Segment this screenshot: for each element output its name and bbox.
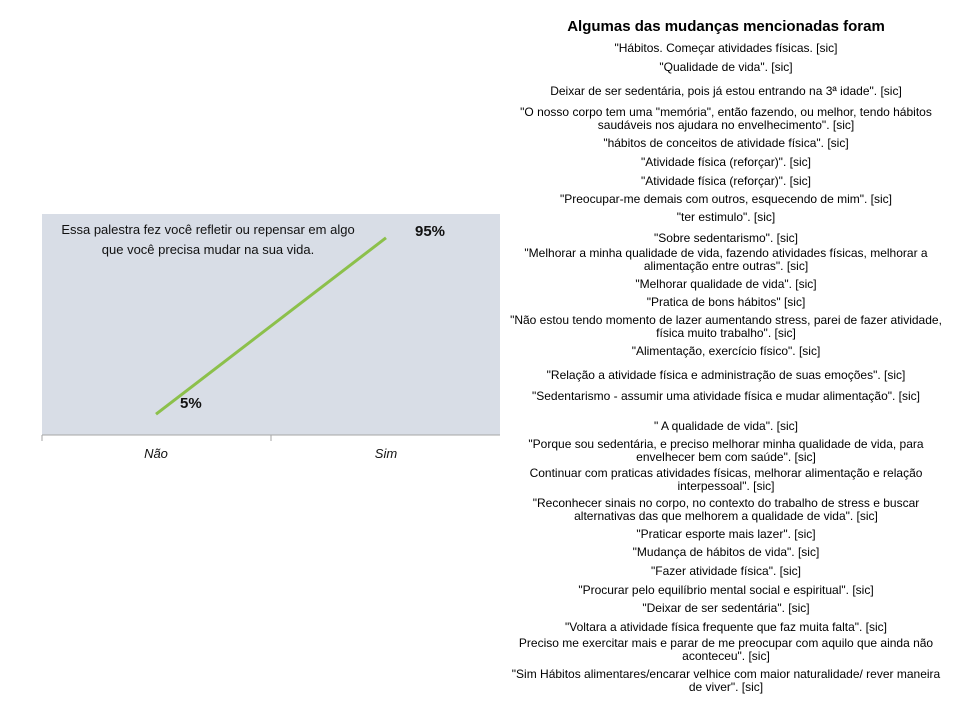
quote-item: "Fazer atividade física". [sic] [651,564,801,578]
quote-item: "Voltara a atividade física frequente que faz muita falta". [sic] [564,620,888,634]
quote-item: "Atividade física (reforçar)". [sic] [641,155,811,169]
quote-item: "ter estimulo". [sic] [676,210,776,224]
quote-item: Continuar com praticas atividades físicas, melhorar alimentação e relação interpessoal". [sic] [529,466,923,493]
quote-item: "Atividade física (reforçar)". [sic] [641,174,811,188]
quote-item: "hábitos de conceitos de atividade física". [sic] [603,136,849,150]
chart-title: Essa palestra fez você refletir ou repensar em algo que você precisa mudar na sua vida. [61,222,355,257]
quote-item: " A qualidade de vida". [sic] [654,419,798,433]
quote-item: "Alimentação, exercício físico". [sic] [631,344,821,358]
quote-item: "Sim Hábitos alimentares/encarar velhice com maior naturalidade/ rever maneira de viver". [sic] [511,667,941,694]
quote-item: "Mudança de hábitos de vida". [sic] [632,545,820,559]
quote-item: "Não estou tendo momento de lazer aumentando stress, parei de fazer atividade, física muito trabalho". [sic] [510,313,942,340]
quote-item: "Deixar de ser sedentária". [sic] [642,601,810,615]
x-tick-label-nao: Não [144,446,168,461]
data-label-sim: 95% [415,222,446,240]
quote-item: "Sobre sedentarismo". [sic] [654,231,798,245]
quote-item: "O nosso corpo tem uma "memória", então fazendo, ou melhor, tendo hábitos saudáveis nos ajudara no envelhecimento". [sic] [520,105,932,132]
quote-item: Deixar de ser sedentária, pois já estou entrando na 3ª idade". [sic] [550,84,902,98]
quote-item: "Procurar pelo equilíbrio mental social e espiritual". [sic] [578,583,874,597]
quote-item: "Melhorar qualidade de vida". [sic] [635,277,817,291]
quote-item: "Qualidade de vida". [sic] [659,60,793,74]
quote-item: "Melhorar a minha qualidade de vida, fazendo atividades físicas, melhorar a alimentação entre outras". [sic] [524,246,928,273]
quote-item: "Pratica de bons hábitos" [sic] [646,295,806,309]
quote-item: "Praticar esporte mais lazer". [sic] [636,527,816,541]
quote-item: "Reconhecer sinais no corpo, no contexto do trabalho de stress e buscar alternativas das que melhorem a qualidade de vida". [sic] [532,496,920,523]
quotes-heading: Algumas das mudanças mencionadas foram [567,18,885,35]
quote-item: "Preocupar-me demais com outros, esquecendo de mim". [sic] [560,192,892,206]
x-tick-label-sim: Sim [374,446,398,461]
quote-item: Preciso me exercitar mais e parar de me preocupar com aquilo que ainda não aconteceu". [sic] [518,636,934,663]
quote-item: "Porque sou sedentária, e preciso melhorar minha qualidade de vida, para envelhecer bem com saúde". [sic] [528,437,924,464]
quote-item: "Sedentarismo - assumir uma atividade física e mudar alimentação". [sic] [531,389,920,403]
data-label-nao: 5% [180,395,202,413]
quote-item: "Hábitos. Começar atividades físicas. [sic] [614,41,838,55]
quote-item: "Relação a atividade física e administração de suas emoções". [sic] [546,368,906,382]
